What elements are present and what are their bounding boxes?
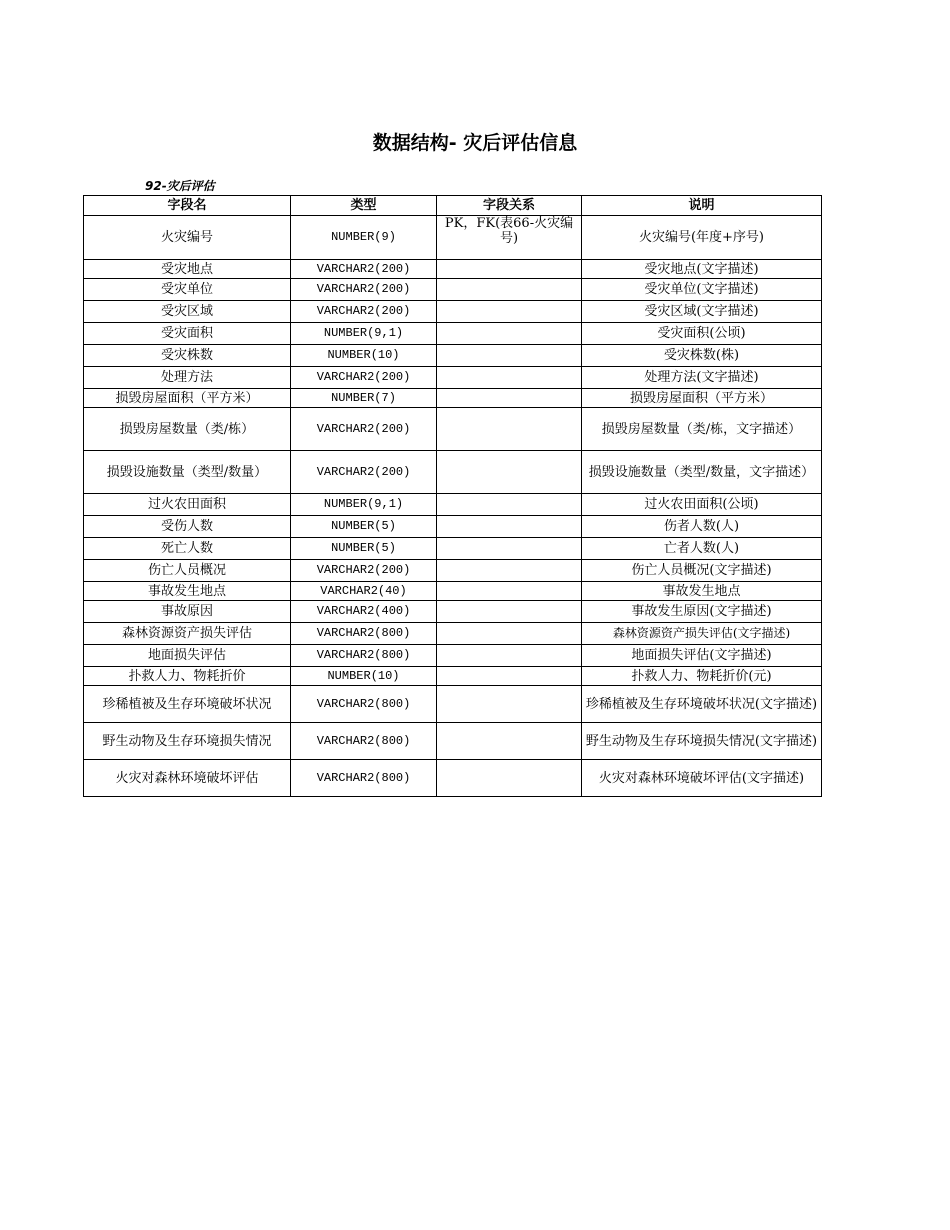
cell-relation [437,760,582,797]
cell-field-name: 事故发生地点 [84,582,291,601]
cell-relation [437,538,582,560]
table-row [84,601,822,623]
cell-field-name: 损毁房屋数量（类/栋） [84,408,291,451]
cell-type: NUMBER(9,1) [291,323,437,345]
column-header-relation: 字段关系 [437,196,582,216]
cell-relation [437,408,582,451]
cell-type: VARCHAR2(200) [291,367,437,389]
cell-relation [437,723,582,760]
table-row [84,216,822,260]
cell-field-name: 死亡人数 [84,538,291,560]
cell-type: VARCHAR2(400) [291,601,437,623]
table-row [84,723,822,760]
cell-description: 地面损失评估(文字描述) [582,645,822,667]
cell-type: VARCHAR2(200) [291,301,437,323]
cell-description: 受灾面积(公顷) [582,323,822,345]
cell-description: 受灾地点(文字描述) [582,260,822,279]
table-caption: 92-灾后评估 [145,179,215,193]
table-row [84,538,822,560]
cell-type: VARCHAR2(800) [291,723,437,760]
table-row [84,367,822,389]
cell-field-name: 火灾编号 [84,216,291,260]
cell-relation [437,645,582,667]
cell-relation [437,260,582,279]
cell-field-name: 野生动物及生存环境损失情况 [84,723,291,760]
cell-description: 珍稀植被及生存环境破坏状况(文字描述) [582,686,822,723]
cell-description: 事故发生原因(文字描述) [582,601,822,623]
cell-type: NUMBER(9,1) [291,494,437,516]
cell-relation: PK，FK(表66-火灾编号) [437,216,582,260]
cell-description: 野生动物及生存环境损失情况(文字描述) [582,723,822,760]
cell-type: VARCHAR2(200) [291,451,437,494]
cell-relation [437,582,582,601]
cell-field-name: 损毁设施数量（类型/数量） [84,451,291,494]
cell-type: VARCHAR2(40) [291,582,437,601]
cell-description: 处理方法(文字描述) [582,367,822,389]
cell-field-name: 受灾株数 [84,345,291,367]
cell-field-name: 受灾地点 [84,260,291,279]
table-body [84,216,822,797]
cell-description: 伤亡人员概况(文字描述) [582,560,822,582]
table-row [84,323,822,345]
cell-type: VARCHAR2(800) [291,686,437,723]
table-row [84,451,822,494]
cell-relation [437,389,582,408]
table-row [84,686,822,723]
cell-field-name: 事故原因 [84,601,291,623]
table-row [84,279,822,301]
cell-type: NUMBER(7) [291,389,437,408]
table-row [84,582,822,601]
cell-field-name: 森林资源资产损失评估 [84,623,291,645]
schema-table [83,195,822,797]
cell-field-name: 扑救人力、物耗折价 [84,667,291,686]
cell-description: 过火农田面积(公顷) [582,494,822,516]
cell-description: 亡者人数(人) [582,538,822,560]
cell-description: 受灾单位(文字描述) [582,279,822,301]
cell-relation [437,686,582,723]
column-header-description: 说明 [582,196,822,216]
table-row [84,645,822,667]
cell-description: 扑救人力、物耗折价(元) [582,667,822,686]
cell-relation [437,451,582,494]
table-row [84,389,822,408]
cell-description: 事故发生地点 [582,582,822,601]
cell-relation [437,601,582,623]
page-title: 数据结构- 灾后评估信息 [372,132,578,154]
column-header-field-name: 字段名 [84,196,291,216]
cell-description: 火灾对森林环境破坏评估(文字描述) [582,760,822,797]
cell-field-name: 处理方法 [84,367,291,389]
cell-type: VARCHAR2(200) [291,408,437,451]
cell-relation [437,323,582,345]
cell-relation [437,367,582,389]
cell-relation [437,623,582,645]
cell-field-name: 珍稀植被及生存环境破坏状况 [84,686,291,723]
header-row [84,196,822,216]
cell-field-name: 受灾区域 [84,301,291,323]
cell-type: VARCHAR2(200) [291,260,437,279]
cell-field-name: 受灾面积 [84,323,291,345]
column-header-type: 类型 [291,196,437,216]
cell-relation [437,345,582,367]
table-row [84,516,822,538]
cell-description: 受灾株数(株) [582,345,822,367]
table-row [84,301,822,323]
cell-field-name: 受伤人数 [84,516,291,538]
cell-type: VARCHAR2(800) [291,623,437,645]
cell-relation [437,667,582,686]
table-row [84,494,822,516]
table-row [84,260,822,279]
cell-relation [437,560,582,582]
cell-relation [437,301,582,323]
cell-relation [437,279,582,301]
cell-type: NUMBER(9) [291,216,437,260]
cell-description: 伤者人数(人) [582,516,822,538]
cell-description: 森林资源资产损失评估(文字描述) [582,623,822,645]
cell-type: VARCHAR2(200) [291,279,437,301]
cell-description: 损毁设施数量（类型/数量，文字描述） [582,451,822,494]
cell-field-name: 火灾对森林环境破坏评估 [84,760,291,797]
cell-type: VARCHAR2(800) [291,760,437,797]
cell-type: VARCHAR2(800) [291,645,437,667]
cell-relation [437,494,582,516]
cell-type: VARCHAR2(200) [291,560,437,582]
cell-field-name: 伤亡人员概况 [84,560,291,582]
cell-type: NUMBER(5) [291,516,437,538]
cell-field-name: 受灾单位 [84,279,291,301]
cell-description: 火灾编号(年度+序号) [582,216,822,260]
cell-type: NUMBER(5) [291,538,437,560]
cell-field-name: 损毁房屋面积（平方米） [84,389,291,408]
table-row [84,560,822,582]
cell-relation [437,516,582,538]
table-row [84,345,822,367]
table-row [84,760,822,797]
cell-type: NUMBER(10) [291,667,437,686]
cell-description: 损毁房屋数量（类/栋，文字描述） [582,408,822,451]
cell-description: 受灾区域(文字描述) [582,301,822,323]
table-row [84,623,822,645]
cell-type: NUMBER(10) [291,345,437,367]
table-row [84,408,822,451]
cell-field-name: 过火农田面积 [84,494,291,516]
cell-field-name: 地面损失评估 [84,645,291,667]
cell-description: 损毁房屋面积（平方米） [582,389,822,408]
table-row [84,667,822,686]
